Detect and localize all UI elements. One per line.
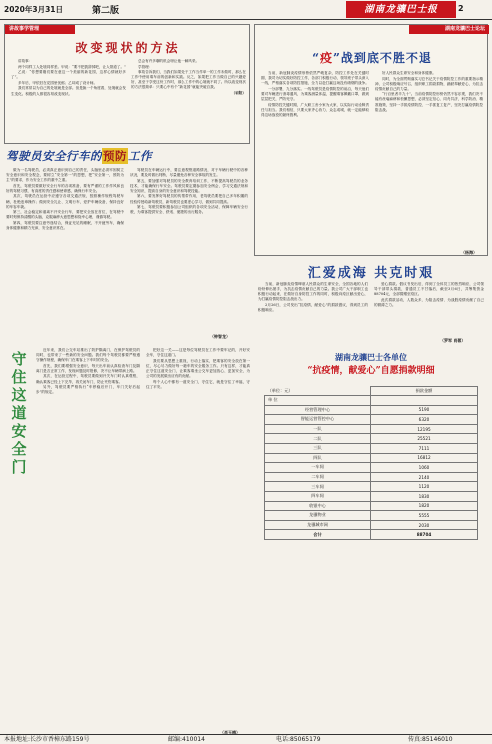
title-part: ”战到底不胜不退 xyxy=(333,51,432,65)
paragraph: 第五，要加强对驾驶员的安全教育培训工作，不断提高驾驶员的业务技术，才能确保行车安全。驾驶员要定期参加安全例会，学习交通法规和安全知识，提高自身的安全意识和驾驶技能。 xyxy=(130,178,248,193)
unit-header: 单 位 xyxy=(265,396,321,406)
table-row xyxy=(265,415,478,425)
footer-address: 本报地址:长沙市香樟东路159号 xyxy=(4,736,90,743)
article-change-title: 改变现状的方法 xyxy=(75,41,181,55)
article-drive-col2 xyxy=(130,168,248,334)
donation-unit: 收银中心 xyxy=(265,501,371,511)
table-row xyxy=(265,491,478,501)
donation-rows xyxy=(265,405,478,539)
paragraph: 我们常常以为自己的处境就是全部。但是换一个角度看，处境就会发生变化。积极的人都很容易改变现状。 xyxy=(11,86,126,96)
table-row xyxy=(265,520,478,530)
paragraph: 一分部署，九分落实。一线驾驶员是疫情防控的前沿，每天他们要对车辆进行消毒通风，为乘客测量体温，提醒乘客佩戴口罩，做到层层把关，严防死守。 xyxy=(261,86,369,101)
article-love-col2 xyxy=(374,282,484,338)
paragraph: 其次，驾驶员在运营中应遵守各项交通法规，按照操作规程驾驶车辆，杜绝违章操作；做到安全礼让、文明行车，爱护车辆设备，保持良好的车容车貌。 xyxy=(6,194,124,209)
paragraph: 我们要从思想上重视，行动上落实，把乘客的安全放在第一位，尽心尽力做好每一趟车的安全服务工作。只有这样，才能真正守住这道安全门，让乘客乘坐公交车更加放心、更加安全，为公司的发展做出应有的贡献。 xyxy=(146,358,250,378)
page-footer xyxy=(0,734,492,744)
donation-total-amount: 88704 xyxy=(371,530,478,540)
article-love-title: 汇爱成海 共克时艰 xyxy=(307,266,435,281)
article-drive-author: （钟智龙） xyxy=(210,334,230,339)
article-love-author: （罗军 肖蓉） xyxy=(440,338,466,343)
section-tag-left: 讲故事学管理 xyxy=(5,25,75,34)
paragraph: 2月26日，公司发出“抗疫情，献爱心”的捐款倡议，得到员工的积极响应。 xyxy=(258,302,368,312)
issue-date: 2020年3月31日 xyxy=(4,5,64,14)
paragraph: 驾驶员在车辆运行中，要注意观察道路情况，对于车辆行驶中的各种状况，要及时做出判断，尽量避免各种安全事故的发生。 xyxy=(130,168,248,178)
donation-unit: 三车间 xyxy=(265,482,371,492)
paragraph: 爱心捐款。倡议书发出后，得到了全体员工的热烈响应，公司领导干部带头捐款，普通员工不甘落后，截至3月6日，共筹集资金88704元，全部捐赠至疫区。 xyxy=(374,282,484,297)
paragraph: 当前，新冠肺炎疫情肆虐人民群众的生命安全，全国各地的人们纷纷伸出援手，为抗击疫情贡献自己的力量。我公司广大干部职工也积极行动起来，在做好自身防控工作的同时，积极向疫区献出爱心，为打赢疫情防控阻击战出力。 xyxy=(258,282,368,302)
footer-fax: 传真:85146010 xyxy=(408,736,453,743)
donation-amount: 5190 xyxy=(371,405,478,415)
paragraph: 两个同样工人处境同样差。甲说：“要不把我辞掉吧，让人领道了。” xyxy=(18,64,126,69)
donation-amount: 1820 xyxy=(371,501,478,511)
table-row xyxy=(265,463,478,473)
table-row-total xyxy=(265,530,478,540)
donation-amount: 12195 xyxy=(371,424,478,434)
paragraph: 每个人心中都有一道安全门，守住它，就是守住了幸福，守住了平安。 xyxy=(146,379,250,389)
article-epidemic-title xyxy=(255,49,489,66)
article-drive-title xyxy=(6,148,246,166)
table-header-row xyxy=(265,396,478,406)
unit-note: （单位：元） xyxy=(267,387,293,393)
donation-amount: 6320 xyxy=(371,415,478,425)
paragraph: 其次，在运营过程中，驾驶员要做到开关车门时认真观察，确认乘客已经上下完毕，再关闭车门，防止夹伤乘客。 xyxy=(36,374,140,384)
paragraph: 总会有许多聊的机会呀让他一瞬风采。 xyxy=(138,59,200,63)
donation-unit: 二队 xyxy=(265,434,371,444)
donation-amount: 2030 xyxy=(371,520,478,530)
article-change-col2 xyxy=(131,59,246,141)
paragraph: 好人民群众生命安全和身体健康。 xyxy=(382,71,436,75)
donation-unit: 四队 xyxy=(265,453,371,463)
table-row xyxy=(265,434,478,444)
donation-amount: 1060 xyxy=(371,463,478,473)
title-part: 驾驶员安全行车的 xyxy=(6,149,102,163)
article-epidemic-author: （杨海） xyxy=(461,250,477,255)
newspaper-masthead: 湖南龙骧巴士报 xyxy=(346,1,456,18)
article-epidemic-col2 xyxy=(375,71,483,253)
table-row xyxy=(265,424,478,434)
donation-unit: 二车间 xyxy=(265,472,371,482)
paragraph: 近年来，我们公交车站推出了防护隔离门，在保护驾驶员的同时，也带来了一些新的安全问题。我们每个驾驶员都要严格遵守操作规程，确保车门在乘客上下车时的安全。 xyxy=(36,348,140,363)
article-epidemic-box xyxy=(254,24,488,256)
donation-unit: 龙骧物业 xyxy=(265,511,371,521)
donation-unit: 龙骧城市网 xyxy=(265,520,371,530)
table-row xyxy=(265,443,478,453)
donation-amount: 7111 xyxy=(371,443,478,453)
paragraph: 学管理： xyxy=(138,64,153,69)
donation-unit: 一车间 xyxy=(265,463,371,473)
paragraph: 事故告诉我们，当我们如果处于工作当作单一的工作未做时，那么在工作中使用乘车前的创新和实践。反之，如果把工作当做自己的兴趣爱好，甚至于享受这份工作时，那么工作中的心境就不同了。所以改变现状的方法很简单：只要心中有个“新花园”就能突破自我。 xyxy=(131,70,246,90)
paragraph: 疫情防控关键时期，广大职工舍小家为大家，以实际行动诠释责任与担当。我们相信，只要大家齐心协力、众志成城，就一定能够取得这场战役的最终胜利。 xyxy=(261,102,369,117)
table-row xyxy=(265,501,478,511)
article-door-title: 守住这道安全门 xyxy=(11,350,27,476)
paragraph: 做为一名驾驶员，必须真正意识到自己的责任，头脑里必须牢固树立安全意识和安全观念，要树立“安全第一”的思想，把“安全第一，预防为主”的要求，作为安全工作的重中之重。 xyxy=(6,168,124,183)
paragraph: 同时，为全面贯彻落实习总书记关于疫情防控工作的重要指示精神，公司积极响应号召，组织职工捐款捐物，踊跃奉献爱心，为抗击疫情贡献自己的力量。 xyxy=(375,76,483,91)
table-header-row xyxy=(265,387,478,396)
donation-unit: 四车间 xyxy=(265,491,371,501)
article-change-col1 xyxy=(11,59,126,141)
donation-subheading: “抗疫情，献爱心”自愿捐款明细 xyxy=(307,366,435,376)
donation-amount: 25521 xyxy=(371,434,478,444)
paragraph: “行百里者半九十”。当前疫情防控形势仍然不容乐观，我们决不能有丝毫麻痹和松懈思想，必须坚定信心、同舟共济，科学防治、精准施策，坚持一手抓疫情防控、一手抓复工复产，坚决打赢疫情防控阻击战。 xyxy=(375,92,483,112)
table-row xyxy=(265,405,478,415)
donation-amount: 5555 xyxy=(371,511,478,521)
amount-header: 捐款金额 xyxy=(371,387,478,396)
paragraph: 首先，驾驶员要做好安全行车的各项准备，要有严谨的工作作风和良好的驾驶习惯，有高度的责任感和使命感，确保行车安全。 xyxy=(6,183,124,193)
unit-header-spacer xyxy=(321,396,371,406)
paragraph: 首先，我们要增强安全意识，每天出车前认真检查车门及隔离门是否正常工作，发现问题及时报修，决不让车辆带病上路。 xyxy=(36,363,140,373)
table-row xyxy=(265,511,478,521)
article-door-author: （肖玉梅） xyxy=(220,730,240,735)
page-label: 第二版 xyxy=(92,6,120,16)
donation-table xyxy=(264,386,478,540)
paragraph: 第三，社会稳定和谐离不开安全行车，要把安全放在首位，在驾驶中要时刻保持清醒的头脑，克服麻痹大意思想和侥幸心理，谨慎驾驶。 xyxy=(6,210,124,220)
donation-unit: 智能运营管控中心 xyxy=(265,415,371,425)
paragraph: 多年后，甲依旧在花园里忧郁；乙却成了设计师。 xyxy=(18,80,98,85)
article-door-col2 xyxy=(146,348,250,733)
paragraph: 第七，驾驶员要积极参加公司组织的各项安全活动，保障车辆安全行驶，为乘客提供安全、舒适、便捷的出行服务。 xyxy=(130,205,248,215)
footer-phone: 电话:85065179 xyxy=(276,736,321,743)
title-part: 工作 xyxy=(128,149,152,163)
article-door-col1 xyxy=(36,348,140,733)
paragraph: 第四，驾驶员要注意劳逸结合，保证充足的睡眠，不开疲劳车，确保身体健康和精力充沛，安全意识常在。 xyxy=(6,220,124,231)
article-epidemic-col1 xyxy=(261,71,369,253)
paragraph: 乙说：“你想要刚们要在意这一个美丽的新花园，这样心情就好多了”。 xyxy=(11,70,126,80)
title-part: “ xyxy=(312,51,320,65)
title-highlight: 预防 xyxy=(103,149,127,163)
amount-header-spacer xyxy=(371,396,478,406)
donation-unit: 一队 xyxy=(265,424,371,434)
donation-amount: 16812 xyxy=(371,453,478,463)
article-change-author: （岩阳） xyxy=(231,91,246,96)
title-highlight: 疫 xyxy=(319,51,333,65)
table-row xyxy=(265,482,478,492)
donation-unit: 经营管理中心 xyxy=(265,405,371,415)
donation-total-label: 合计 xyxy=(265,530,371,540)
donation-section xyxy=(254,350,488,733)
donation-unit: 三队 xyxy=(265,443,371,453)
page-header xyxy=(0,0,492,20)
paragraph: 此次捐款活动，人数众多，为阻击疫情、为战胜疫情贡献了自己的微薄之力。 xyxy=(374,297,484,307)
table-row xyxy=(265,453,478,463)
article-love-col1 xyxy=(258,282,368,338)
page-number: 2 xyxy=(458,4,464,13)
table-row xyxy=(265,472,478,482)
paragraph: 讲故事： xyxy=(18,59,33,63)
paragraph: 第六，要发挥好驾驶员的传帮带作用，老驾驶员要把自己多年积累的经验传授给新驾驶员，新驾驶员也要虚心学习，做到共同提高。 xyxy=(130,194,248,204)
donation-heading: 湖南龙骧巴士各单位 xyxy=(335,352,407,362)
donation-amount: 1830 xyxy=(371,491,478,501)
section-tag-right: 湖南龙骧巴士论坛 xyxy=(409,25,489,34)
donation-amount: 2140 xyxy=(371,472,478,482)
article-drive-col1 xyxy=(6,168,124,334)
footer-postcode: 邮编:410014 xyxy=(168,736,205,743)
paragraph: 把好这一关——这是每位驾驶员在工作中要牢记的，开好安全车，守住这道门。 xyxy=(146,348,250,358)
article-change-box xyxy=(4,24,250,144)
paragraph: 另外，驾驶员要严格执行“车停稳后开门，车门关好后起步”的规定。 xyxy=(36,385,140,395)
donation-amount: 1120 xyxy=(371,482,478,492)
paragraph: 当前，新冠肺炎疫情形势依然严峻复杂，防控工作处在关键时期，我司为切实做好防控工作，各部门积极行动，领导班子带头深入一线，严格落实各项防控措施，全力以赴打赢这场没有硝烟的战争。 xyxy=(261,71,369,86)
